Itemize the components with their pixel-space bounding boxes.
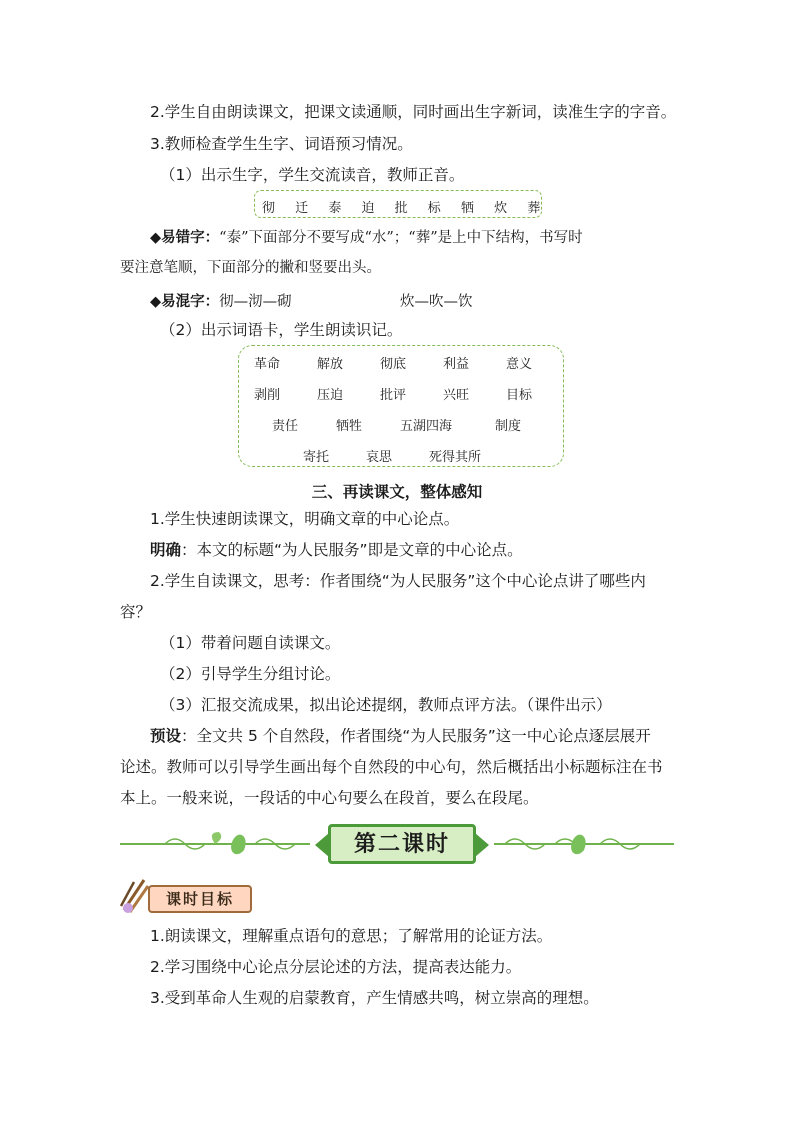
error-prone-text: “泰”下面部分不要写成“水”；“葬”是上中下结构，书写时 [219, 230, 583, 246]
paragraph: （2）出示词语卡，学生朗读识记。 [160, 321, 403, 339]
sub-step: （2）引导学生分组讨论。 [160, 665, 341, 683]
vocab-word: 彻底 [380, 357, 407, 372]
mixup-group-1: 彻—沏—砌 [219, 294, 292, 310]
mixup-group-2: 炊—吹—饮 [400, 294, 473, 310]
vocab-word: 剥削 [254, 388, 281, 403]
paragraph-cont: 容？ [120, 603, 152, 621]
paragraph: 3.教师检查学生生字、词语预习情况。 [150, 135, 413, 153]
lesson-goals-tag: 课时目标 [148, 885, 252, 913]
vine-ornament-right [500, 830, 660, 860]
char: 炊 [494, 201, 508, 216]
sub-step: （1）带着问题自读课文。 [160, 634, 341, 652]
vocab-word: 哀思 [366, 450, 393, 465]
vocab-word: 解放 [317, 357, 344, 372]
char: 迁 [295, 201, 309, 216]
paragraph-cont: 本上。一般来说，一段话的中心句要么在段首，要么在段尾。 [120, 789, 539, 807]
mixup-label: ◆易混字： [150, 293, 220, 310]
lesson-banner: 第二课时 [328, 824, 476, 864]
preset-label: 预设 [150, 727, 182, 745]
vocab-word: 批评 [380, 388, 407, 403]
vocab-word: 死得其所 [429, 450, 482, 465]
goal-item: 2.学习围绕中心论点分层论述的方法，提高表达能力。 [150, 958, 522, 976]
vocab-word: 利益 [443, 357, 470, 372]
goal-item: 3.受到革命人生观的启蒙教育，产生情感共鸣，树立崇高的理想。 [150, 989, 599, 1007]
preset-paragraph [150, 726, 710, 746]
vocab-word: 目标 [506, 388, 533, 403]
paragraph: （1）出示生字，学生交流读音，教师正音。 [160, 166, 465, 184]
preset-text: ：全文共 5 个自然段，作者围绕“为人民服务”这一中心论点逐层展开 [181, 727, 651, 745]
vocab-row [254, 384, 532, 403]
vocab-word: 五湖四海 [400, 419, 453, 434]
char: 标 [427, 201, 441, 216]
clarify-label: 明确 [150, 541, 182, 559]
vocab-word: 革命 [254, 357, 281, 372]
vocab-row [272, 415, 521, 434]
char: 迫 [361, 201, 375, 216]
clarify-text: ：本文的标题“为人民服务”即是文章的中心论点。 [181, 541, 523, 559]
vocab-word: 兴旺 [443, 388, 470, 403]
char: 彻 [262, 201, 276, 216]
vocab-row [254, 353, 532, 372]
paragraph-cont: 论述。教师可以引导学生画出每个自然段的中心句，然后概括出小标题标注在书 [120, 758, 663, 776]
section-heading: 三、再读课文，整体感知 [311, 483, 483, 501]
char: 泰 [328, 201, 342, 216]
error-prone-note-cont: 要注意笔顺，下面部分的撇和竖要出头。 [120, 260, 381, 276]
vine-ornament-left [160, 830, 310, 860]
brushes-icon [118, 876, 152, 916]
char: 葬 [527, 201, 541, 216]
vocab-word: 责任 [272, 419, 299, 434]
paragraph: 2.学生自读课文，思考：作者围绕“为人民服务”这个中心论点讲了哪些内 [150, 572, 646, 590]
vocab-word: 压迫 [317, 388, 344, 403]
paragraph: 2.学生自由朗读课文，把课文读通顺，同时画出生字新词，读准生字的字音。 [150, 103, 677, 121]
goal-item: 1.朗读课文，理解重点语句的意思；了解常用的论证方法。 [150, 927, 553, 945]
vocab-word: 寄托 [303, 450, 330, 465]
sub-step: （3）汇报交流成果，拟出论述提纲，教师点评方法。（课件出示） [160, 696, 612, 714]
char: 牺 [460, 201, 474, 216]
vocab-word: 制度 [495, 419, 522, 434]
vocab-word: 意义 [506, 357, 533, 372]
paragraph: 1.学生快速朗读课文，明确文章的中心论点。 [150, 510, 460, 528]
vocab-word: 牺牲 [336, 419, 363, 434]
characters-row [262, 197, 540, 216]
vocab-row [303, 446, 481, 465]
clarify-paragraph [150, 540, 710, 560]
error-prone-note [150, 228, 710, 248]
error-prone-label: ◆易错字： [150, 229, 220, 246]
char: 批 [394, 201, 408, 216]
